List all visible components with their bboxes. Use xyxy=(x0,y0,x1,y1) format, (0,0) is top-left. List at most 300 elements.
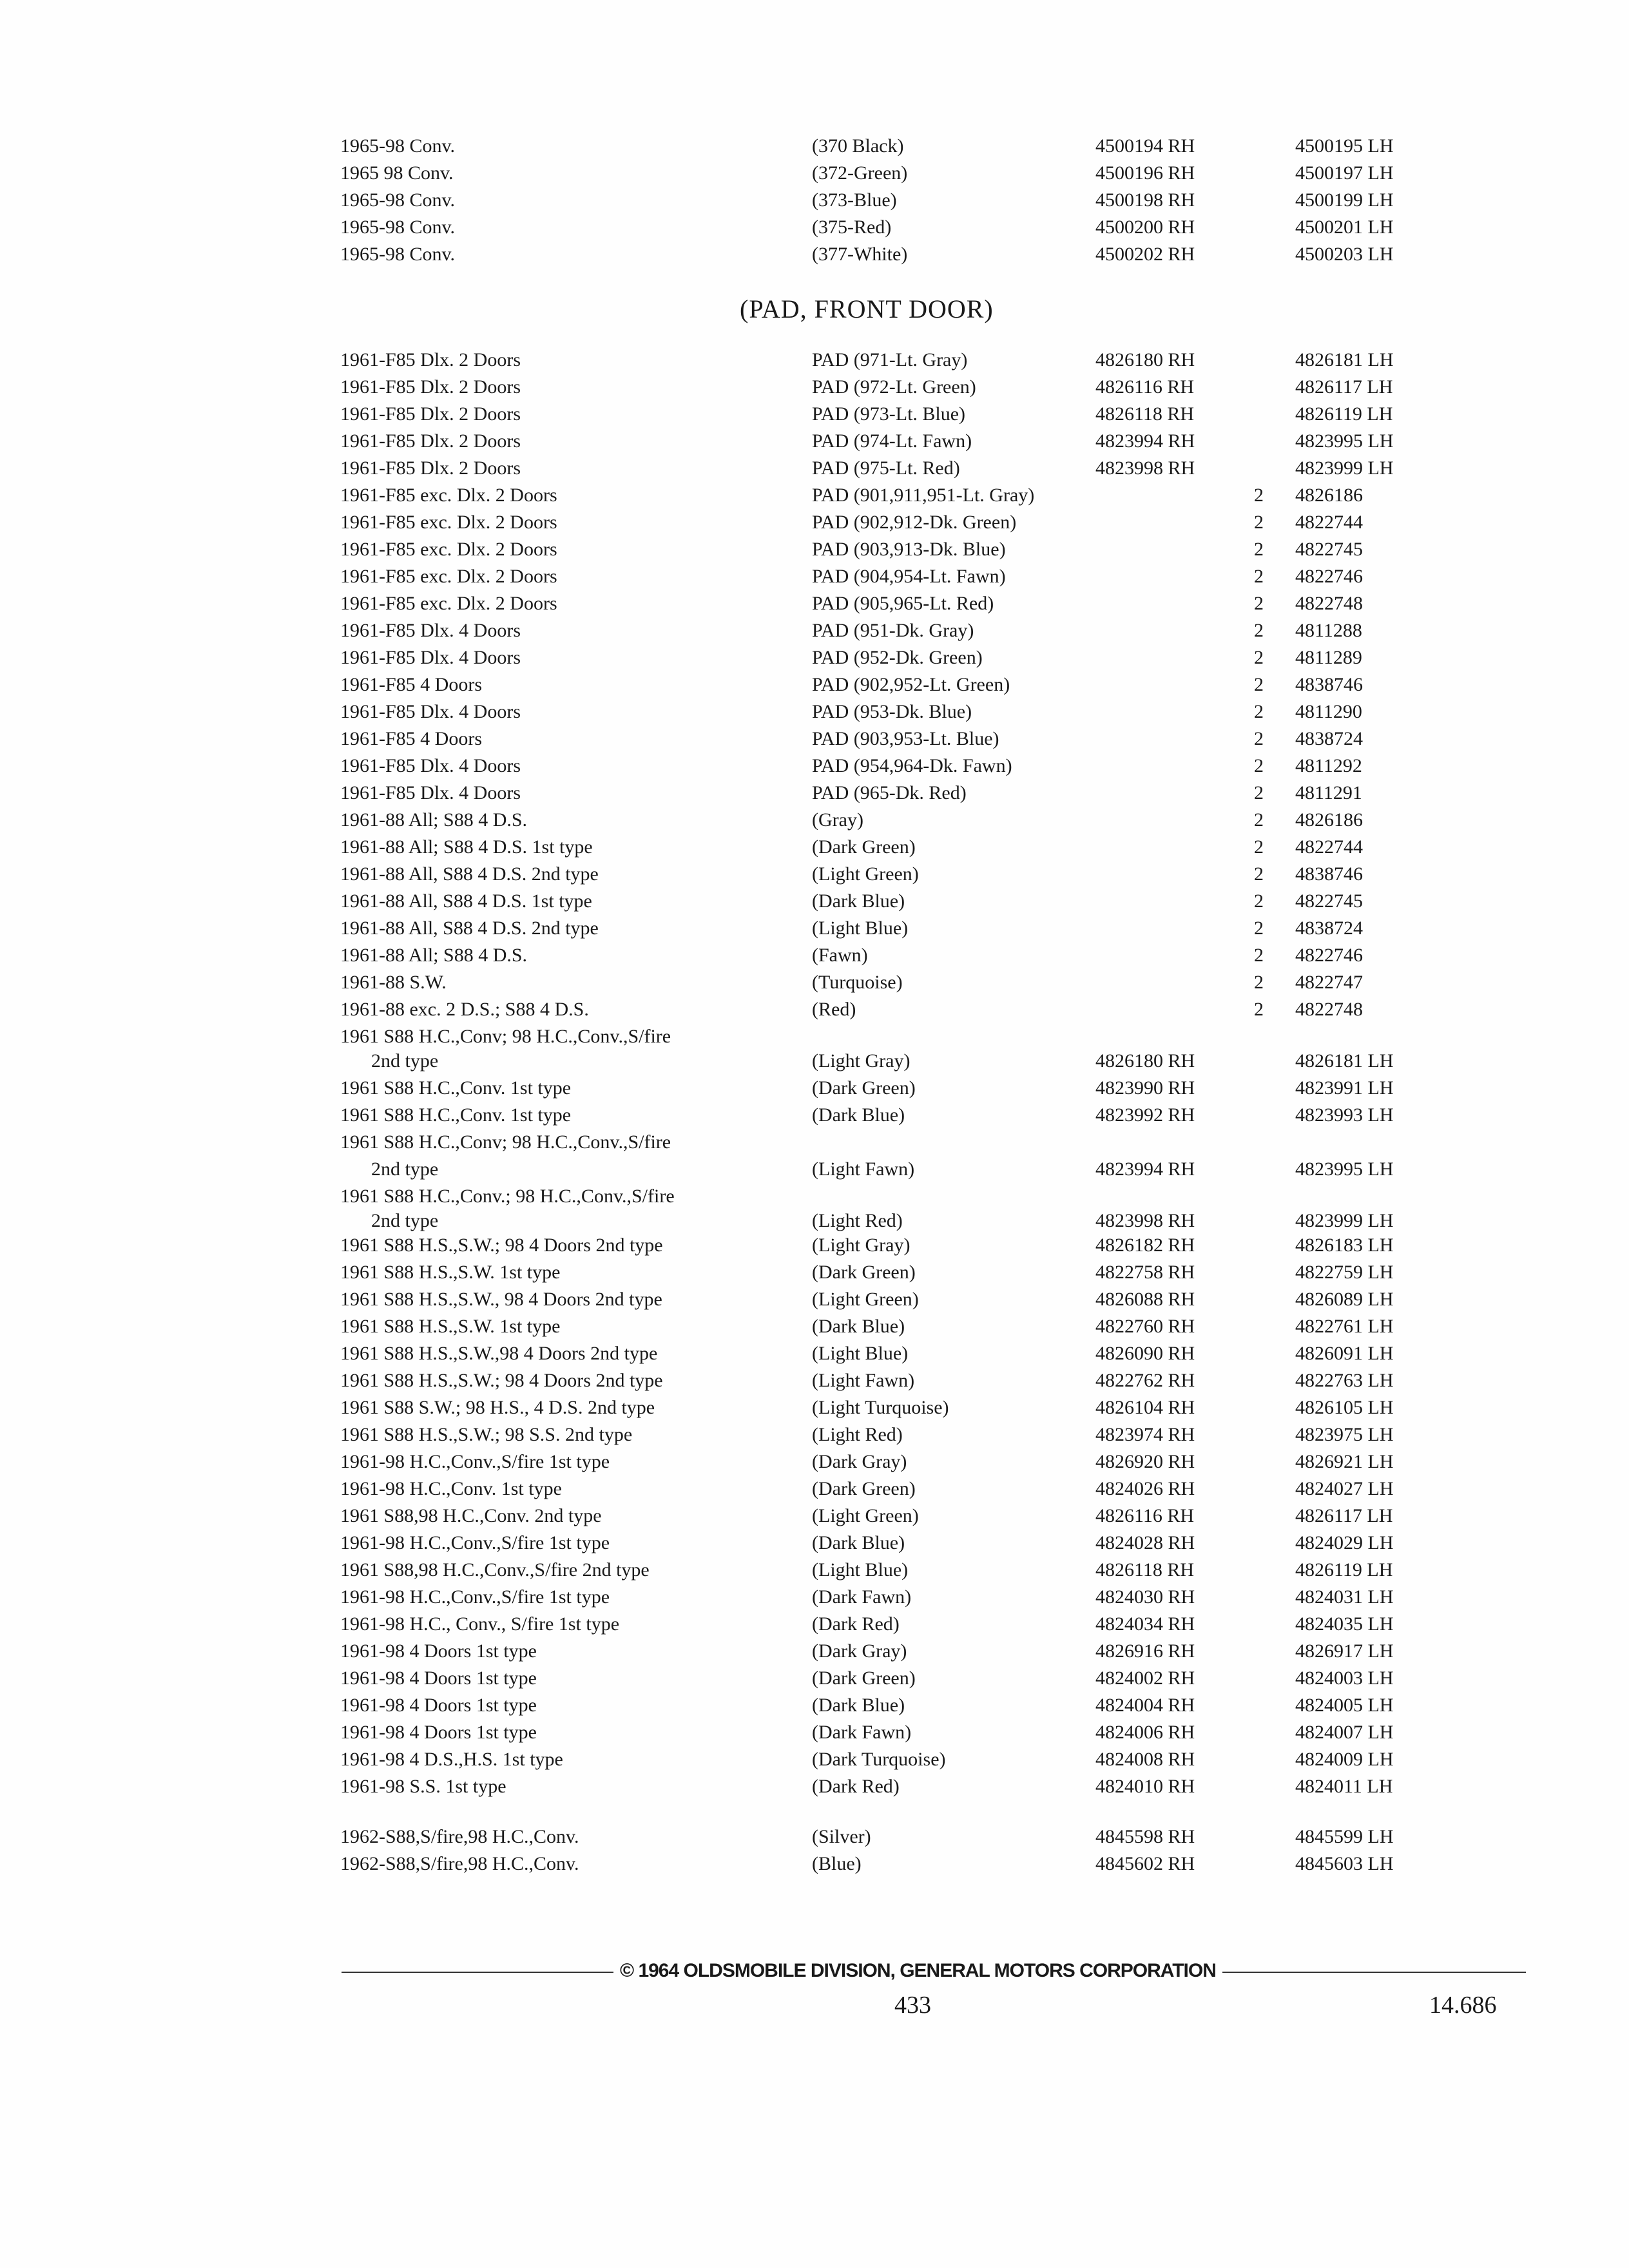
part-number-lh: 4824009 LH xyxy=(1295,1749,1394,1770)
list-item xyxy=(0,1156,1629,1183)
part-number-rh: 4826118 RH xyxy=(1095,1559,1195,1581)
list-item xyxy=(0,1503,1629,1530)
part-number-rh: 4822762 RH xyxy=(1095,1370,1195,1391)
list-item xyxy=(0,1421,1629,1448)
model-text: 1961 S88,98 H.C.,Conv. 2nd type xyxy=(340,1505,602,1526)
part-number-rh: 4824026 RH xyxy=(1095,1478,1195,1499)
part-number-rh: 4826104 RH xyxy=(1095,1397,1195,1418)
part-number-rh: 4500202 RH xyxy=(1095,244,1195,265)
part-number-rh: 4824010 RH xyxy=(1095,1776,1195,1797)
trim-text: (Blue) xyxy=(812,1853,862,1874)
model-text: 1961-98 H.C.,Conv. 1st type xyxy=(340,1478,562,1499)
page-number: 433 xyxy=(894,1992,931,2019)
part-number: 4826186 xyxy=(1295,485,1363,506)
part-number-lh: 4824035 LH xyxy=(1295,1613,1394,1635)
model-text: 1961-F85 exc. Dlx. 2 Doors xyxy=(340,539,557,560)
model-text: 1961-F85 Dlx. 2 Doors xyxy=(340,430,521,452)
model-text: 1961-98 H.C.,Conv.,S/fire 1st type xyxy=(340,1532,610,1553)
part-number-lh: 4826117 LH xyxy=(1295,1505,1393,1526)
model-text: 1965-98 Conv. xyxy=(340,189,456,211)
part-number-lh: 4824005 LH xyxy=(1295,1695,1394,1716)
trim-text: (Dark Gray) xyxy=(812,1640,907,1662)
quantity-text: 2 xyxy=(1254,836,1264,858)
part-number-rh: 4826116 RH xyxy=(1095,376,1195,398)
part-number-lh: 4500203 LH xyxy=(1295,244,1394,265)
model-text: 1961-98 H.C.,Conv.,S/fire 1st type xyxy=(340,1451,610,1472)
quantity-text: 2 xyxy=(1254,701,1264,722)
part-number-rh: 4826118 RH xyxy=(1095,403,1195,425)
trim-text: (Light Blue) xyxy=(812,1559,909,1581)
part-number-rh: 4824006 RH xyxy=(1095,1722,1195,1743)
trim-text: (Dark Green) xyxy=(812,1262,916,1283)
part-number-rh: 4826088 RH xyxy=(1095,1289,1195,1310)
list-item xyxy=(0,1557,1629,1584)
trim-text: (Dark Fawn) xyxy=(812,1586,912,1608)
model-text: 1961 S88 H.S.,S.W.; 98 4 Doors 2nd type xyxy=(340,1235,663,1256)
trim-text: PAD (902,952-Lt. Green) xyxy=(812,674,1010,695)
model-text: 2nd type xyxy=(371,1210,439,1231)
trim-text: (Light Green) xyxy=(812,1289,919,1310)
model-text: 1961-F85 exc. Dlx. 2 Doors xyxy=(340,485,557,506)
part-number: 4822746 xyxy=(1295,945,1363,966)
trim-text: PAD (954,964-Dk. Fawn) xyxy=(812,755,1012,776)
part-number-rh: 4500194 RH xyxy=(1095,135,1195,157)
trim-text: (Light Gray) xyxy=(812,1050,911,1072)
trim-text: (Dark Blue) xyxy=(812,890,905,912)
part-number-lh: 4824007 LH xyxy=(1295,1722,1394,1743)
part-number-rh: 4845602 RH xyxy=(1095,1853,1195,1874)
model-text: 1961 S88,98 H.C.,Conv.,S/fire 2nd type xyxy=(340,1559,650,1581)
part-number-lh: 4845599 LH xyxy=(1295,1826,1394,1847)
part-number-rh: 4500200 RH xyxy=(1095,216,1195,238)
part-number-rh: 4824002 RH xyxy=(1095,1667,1195,1689)
list-item xyxy=(0,1638,1629,1665)
quantity-text: 2 xyxy=(1254,728,1264,749)
part-number-lh: 4826119 LH xyxy=(1295,1559,1393,1581)
list-item xyxy=(0,563,1629,590)
part-number: 4811292 xyxy=(1295,755,1362,776)
part-number: 4811289 xyxy=(1295,647,1362,668)
part-number-lh: 4823991 LH xyxy=(1295,1077,1394,1099)
list-item xyxy=(0,347,1629,374)
part-number-lh: 4822759 LH xyxy=(1295,1262,1394,1283)
quantity-text: 2 xyxy=(1254,566,1264,587)
quantity-text: 2 xyxy=(1254,647,1264,668)
quantity-text: 2 xyxy=(1254,512,1264,533)
trim-text: (Light Red) xyxy=(812,1424,903,1445)
trim-text: PAD (903,913-Dk. Blue) xyxy=(812,539,1006,560)
part-number: 4822744 xyxy=(1295,512,1363,533)
list-item xyxy=(0,1584,1629,1611)
quantity-text: 2 xyxy=(1254,620,1264,641)
trim-text: (Fawn) xyxy=(812,945,868,966)
list-item xyxy=(0,1207,1629,1235)
model-text: 1961-98 H.C., Conv., S/fire 1st type xyxy=(340,1613,620,1635)
part-number: 4822748 xyxy=(1295,593,1363,614)
list-item xyxy=(0,996,1629,1023)
list-item xyxy=(0,160,1629,187)
part-number-rh: 4823974 RH xyxy=(1095,1424,1195,1445)
part-number: 4838746 xyxy=(1295,674,1363,695)
model-text: 1961-88 All, S88 4 D.S. 1st type xyxy=(340,890,592,912)
quantity-text: 2 xyxy=(1254,755,1264,776)
list-item xyxy=(0,1340,1629,1367)
model-text: 1962-S88,S/fire,98 H.C.,Conv. xyxy=(340,1826,579,1847)
model-text: 1961-98 4 D.S.,H.S. 1st type xyxy=(340,1749,563,1770)
trim-text: (Dark Blue) xyxy=(812,1532,905,1553)
trim-text: (Silver) xyxy=(812,1826,871,1847)
model-text: 1965 98 Conv. xyxy=(340,162,454,184)
quantity-text: 2 xyxy=(1254,539,1264,560)
list-item xyxy=(0,1394,1629,1421)
list-item xyxy=(0,617,1629,644)
trim-text: (Light Fawn) xyxy=(812,1158,915,1180)
quantity-text: 2 xyxy=(1254,674,1264,695)
trim-text: (Light Red) xyxy=(812,1210,903,1231)
list-item xyxy=(0,1075,1629,1102)
part-number: 4838724 xyxy=(1295,728,1363,749)
model-text: 1961-F85 Dlx. 2 Doors xyxy=(340,403,521,425)
list-item xyxy=(0,1232,1629,1259)
part-number-lh: 4824027 LH xyxy=(1295,1478,1394,1499)
part-number-lh: 4500197 LH xyxy=(1295,162,1394,184)
part-number: 4822745 xyxy=(1295,539,1363,560)
part-number-lh: 4823995 LH xyxy=(1295,1158,1394,1180)
model-text: 1961-98 4 Doors 1st type xyxy=(340,1695,537,1716)
list-item xyxy=(0,1746,1629,1773)
model-text: 1961-88 All, S88 4 D.S. 2nd type xyxy=(340,863,599,885)
part-number-lh: 4826183 LH xyxy=(1295,1235,1394,1256)
part-number-rh: 4826920 RH xyxy=(1095,1451,1195,1472)
part-number-rh: 4845598 RH xyxy=(1095,1826,1195,1847)
trim-text: PAD (951-Dk. Gray) xyxy=(812,620,974,641)
model-text: 1961 S88 H.C.,Conv. 1st type xyxy=(340,1104,572,1126)
part-number-lh: 4826119 LH xyxy=(1295,403,1393,425)
trim-text: (Light Green) xyxy=(812,863,919,885)
list-item xyxy=(0,509,1629,536)
quantity-text: 2 xyxy=(1254,972,1264,993)
trim-text: (Light Blue) xyxy=(812,1343,909,1364)
model-text: 1962-S88,S/fire,98 H.C.,Conv. xyxy=(340,1853,579,1874)
quantity-text: 2 xyxy=(1254,918,1264,939)
part-number: 4826186 xyxy=(1295,809,1363,831)
part-number-lh: 4826117 LH xyxy=(1295,376,1393,398)
trim-text: (Light Fawn) xyxy=(812,1370,915,1391)
part-number-rh: 4823998 RH xyxy=(1095,1210,1195,1231)
trim-text: (Gray) xyxy=(812,809,863,831)
footer-copyright: © 1964 OLDSMOBILE DIVISION, GENERAL MOTORS CORPORATION xyxy=(613,1960,1222,1982)
model-text: 1961-98 S.S. 1st type xyxy=(340,1776,506,1797)
list-item xyxy=(0,187,1629,214)
trim-text: (377-White) xyxy=(812,244,908,265)
list-item xyxy=(0,1850,1629,1878)
part-number-lh: 4824029 LH xyxy=(1295,1532,1394,1553)
list-item xyxy=(0,644,1629,671)
section-title: (PAD, FRONT DOOR) xyxy=(740,294,994,323)
list-item xyxy=(0,214,1629,241)
trim-text: PAD (903,953-Lt. Blue) xyxy=(812,728,999,749)
part-number-rh: 4826116 RH xyxy=(1095,1505,1195,1526)
list-item xyxy=(0,780,1629,807)
trim-text: PAD (952-Dk. Green) xyxy=(812,647,983,668)
list-item xyxy=(0,482,1629,509)
list-item xyxy=(0,807,1629,834)
model-text: 1961-98 4 Doors 1st type xyxy=(340,1640,537,1662)
part-number-rh: 4824030 RH xyxy=(1095,1586,1195,1608)
list-item xyxy=(0,1313,1629,1340)
model-text: 1961-88 exc. 2 D.S.; S88 4 D.S. xyxy=(340,999,589,1020)
list-item xyxy=(0,915,1629,942)
quantity-text: 2 xyxy=(1254,593,1264,614)
part-number-lh: 4500199 LH xyxy=(1295,189,1394,211)
part-number-lh: 4823975 LH xyxy=(1295,1424,1394,1445)
model-text: 1961 S88 H.S.,S.W., 98 4 Doors 2nd type xyxy=(340,1289,662,1310)
model-text: 1961 S88 H.C.,Conv.; 98 H.C.,Conv.,S/fire xyxy=(340,1186,675,1207)
part-number-rh: 4822760 RH xyxy=(1095,1316,1195,1337)
list-item xyxy=(0,1129,1629,1156)
part-number: 4811291 xyxy=(1295,782,1362,803)
quantity-text: 2 xyxy=(1254,782,1264,803)
trim-text: (Dark Green) xyxy=(812,1478,916,1499)
part-number-lh: 4500195 LH xyxy=(1295,135,1394,157)
part-number-lh: 4826181 LH xyxy=(1295,1050,1394,1072)
part-number-rh: 4824034 RH xyxy=(1095,1613,1195,1635)
trim-text: (Dark Red) xyxy=(812,1776,900,1797)
model-text: 2nd type xyxy=(371,1158,439,1180)
quantity-text: 2 xyxy=(1254,890,1264,912)
list-item xyxy=(0,861,1629,888)
model-text: 1961 S88 H.S.,S.W.,98 4 Doors 2nd type xyxy=(340,1343,658,1364)
trim-text: (Light Turquoise) xyxy=(812,1397,949,1418)
trim-text: PAD (975-Lt. Red) xyxy=(812,457,960,479)
trim-text: (Dark Green) xyxy=(812,1667,916,1689)
model-text: 2nd type xyxy=(371,1050,439,1072)
list-item xyxy=(0,1665,1629,1692)
list-item xyxy=(0,1367,1629,1394)
part-number-rh: 4823990 RH xyxy=(1095,1077,1195,1099)
model-text: 1961 S88 H.C.,Conv; 98 H.C.,Conv.,S/fire xyxy=(340,1026,671,1047)
model-text: 1961-F85 Dlx. 4 Doors xyxy=(340,647,521,668)
model-text: 1965-98 Conv. xyxy=(340,216,456,238)
model-text: 1961 S88 S.W.; 98 H.S., 4 D.S. 2nd type xyxy=(340,1397,655,1418)
trim-text: (Dark Red) xyxy=(812,1613,900,1635)
model-text: 1961-88 All; S88 4 D.S. xyxy=(340,809,528,831)
part-number-lh: 4826181 LH xyxy=(1295,349,1394,370)
list-item xyxy=(0,1183,1629,1210)
list-item xyxy=(0,753,1629,780)
list-item xyxy=(0,1475,1629,1503)
model-text: 1961-F85 4 Doors xyxy=(340,728,483,749)
trim-text: (Light Blue) xyxy=(812,918,909,939)
part-number-lh: 4823999 LH xyxy=(1295,457,1394,479)
list-item xyxy=(0,1448,1629,1475)
list-item xyxy=(0,536,1629,563)
part-number-rh: 4500196 RH xyxy=(1095,162,1195,184)
model-text: 1961-F85 exc. Dlx. 2 Doors xyxy=(340,566,557,587)
part-number-lh: 4822761 LH xyxy=(1295,1316,1394,1337)
trim-text: (Dark Gray) xyxy=(812,1451,907,1472)
list-item xyxy=(0,1023,1629,1050)
model-text: 1961-98 4 Doors 1st type xyxy=(340,1722,537,1743)
part-number: 4838724 xyxy=(1295,918,1363,939)
trim-text: PAD (953-Dk. Blue) xyxy=(812,701,972,722)
trim-text: (Dark Blue) xyxy=(812,1695,905,1716)
list-item xyxy=(0,1530,1629,1557)
list-item xyxy=(0,969,1629,996)
list-item xyxy=(0,1611,1629,1638)
part-number-lh: 4826917 LH xyxy=(1295,1640,1394,1662)
part-number-lh: 4826105 LH xyxy=(1295,1397,1394,1418)
model-text: 1961-98 H.C.,Conv.,S/fire 1st type xyxy=(340,1586,610,1608)
part-number-lh: 4824003 LH xyxy=(1295,1667,1394,1689)
trim-text: (370 Black) xyxy=(812,135,904,157)
part-number-rh: 4826916 RH xyxy=(1095,1640,1195,1662)
model-text: 1961-F85 Dlx. 4 Doors xyxy=(340,755,521,776)
trim-text: (Dark Turquoise) xyxy=(812,1749,946,1770)
model-text: 1961-F85 exc. Dlx. 2 Doors xyxy=(340,512,557,533)
list-item xyxy=(0,671,1629,698)
trim-text: (Dark Green) xyxy=(812,836,916,858)
trim-text: PAD (973-Lt. Blue) xyxy=(812,403,966,425)
part-number-lh: 4823993 LH xyxy=(1295,1104,1394,1126)
trim-text: PAD (971-Lt. Gray) xyxy=(812,349,968,370)
model-text: 1961 S88 H.S.,S.W. 1st type xyxy=(340,1262,561,1283)
part-number-rh: 4823998 RH xyxy=(1095,457,1195,479)
trim-text: (Light Green) xyxy=(812,1505,919,1526)
model-text: 1961-F85 4 Doors xyxy=(340,674,483,695)
part-number-lh: 4824011 LH xyxy=(1295,1776,1393,1797)
part-number-rh: 4826180 RH xyxy=(1095,1050,1195,1072)
list-item xyxy=(0,401,1629,428)
part-number-rh: 4824028 RH xyxy=(1095,1532,1195,1553)
model-text: 1961-98 4 Doors 1st type xyxy=(340,1667,537,1689)
part-number-rh: 4823992 RH xyxy=(1095,1104,1195,1126)
part-number: 4822748 xyxy=(1295,999,1363,1020)
model-text: 1961-F85 Dlx. 4 Doors xyxy=(340,620,521,641)
trim-text: PAD (901,911,951-Lt. Gray) xyxy=(812,485,1035,506)
model-text: 1961 S88 H.C.,Conv; 98 H.C.,Conv.,S/fire xyxy=(340,1131,671,1153)
list-item xyxy=(0,1773,1629,1800)
trim-text: (375-Red) xyxy=(812,216,892,238)
part-number-rh: 4826180 RH xyxy=(1095,349,1195,370)
trim-text: PAD (972-Lt. Green) xyxy=(812,376,976,398)
model-text: 1965-98 Conv. xyxy=(340,244,456,265)
part-number-lh: 4826089 LH xyxy=(1295,1289,1394,1310)
model-text: 1961 S88 H.S.,S.W. 1st type xyxy=(340,1316,561,1337)
list-item xyxy=(0,1048,1629,1075)
part-number: 4822746 xyxy=(1295,566,1363,587)
list-item xyxy=(0,888,1629,915)
model-text: 1961 S88 H.S.,S.W.; 98 4 Doors 2nd type xyxy=(340,1370,663,1391)
trim-text: PAD (904,954-Lt. Fawn) xyxy=(812,566,1006,587)
list-item xyxy=(0,726,1629,753)
model-text: 1961-88 All; S88 4 D.S. 1st type xyxy=(340,836,593,858)
list-item xyxy=(0,942,1629,969)
trim-text: PAD (905,965-Lt. Red) xyxy=(812,593,994,614)
trim-text: (372-Green) xyxy=(812,162,908,184)
list-item xyxy=(0,1259,1629,1286)
trim-text: (Dark Blue) xyxy=(812,1316,905,1337)
model-text: 1961-F85 Dlx. 2 Doors xyxy=(340,376,521,398)
model-text: 1961-88 All; S88 4 D.S. xyxy=(340,945,528,966)
trim-text: (Dark Blue) xyxy=(812,1104,905,1126)
list-item xyxy=(0,1102,1629,1129)
quantity-text: 2 xyxy=(1254,485,1264,506)
list-item xyxy=(0,698,1629,726)
part-number: 4822745 xyxy=(1295,890,1363,912)
model-text: 1961-F85 Dlx. 4 Doors xyxy=(340,701,521,722)
list-item xyxy=(0,428,1629,455)
list-item xyxy=(0,834,1629,861)
list-item xyxy=(0,1823,1629,1850)
model-text: 1961-F85 Dlx. 2 Doors xyxy=(340,457,521,479)
part-number: 4822747 xyxy=(1295,972,1363,993)
list-item xyxy=(0,590,1629,617)
part-number-lh: 4823999 LH xyxy=(1295,1210,1394,1231)
part-number-lh: 4823995 LH xyxy=(1295,430,1394,452)
list-item xyxy=(0,1719,1629,1746)
list-item xyxy=(0,455,1629,482)
part-number: 4811288 xyxy=(1295,620,1362,641)
part-number-lh: 4824031 LH xyxy=(1295,1586,1394,1608)
part-number-rh: 4500198 RH xyxy=(1095,189,1195,211)
trim-text: (373-Blue) xyxy=(812,189,897,211)
quantity-text: 2 xyxy=(1254,809,1264,831)
part-number-rh: 4824004 RH xyxy=(1095,1695,1195,1716)
reference-number: 14.686 xyxy=(1429,1992,1497,2019)
trim-text: (Light Gray) xyxy=(812,1235,911,1256)
part-number: 4811290 xyxy=(1295,701,1362,722)
part-number-rh: 4824008 RH xyxy=(1095,1749,1195,1770)
model-text: 1961-88 S.W. xyxy=(340,972,447,993)
trim-text: (Red) xyxy=(812,999,856,1020)
quantity-text: 2 xyxy=(1254,945,1264,966)
part-number-lh: 4826921 LH xyxy=(1295,1451,1394,1472)
model-text: 1961-F85 Dlx. 4 Doors xyxy=(340,782,521,803)
part-number-lh: 4500201 LH xyxy=(1295,216,1394,238)
quantity-text: 2 xyxy=(1254,863,1264,885)
list-item xyxy=(0,133,1629,160)
model-text: 1961 S88 H.C.,Conv. 1st type xyxy=(340,1077,572,1099)
model-text: 1965-98 Conv. xyxy=(340,135,456,157)
part-number-rh: 4823994 RH xyxy=(1095,430,1195,452)
model-text: 1961-88 All, S88 4 D.S. 2nd type xyxy=(340,918,599,939)
trim-text: PAD (965-Dk. Red) xyxy=(812,782,967,803)
part-number-rh: 4822758 RH xyxy=(1095,1262,1195,1283)
trim-text: PAD (974-Lt. Fawn) xyxy=(812,430,972,452)
part-number: 4822744 xyxy=(1295,836,1363,858)
part-number: 4838746 xyxy=(1295,863,1363,885)
trim-text: (Dark Green) xyxy=(812,1077,916,1099)
model-text: 1961-F85 Dlx. 2 Doors xyxy=(340,349,521,370)
part-number-rh: 4823994 RH xyxy=(1095,1158,1195,1180)
trim-text: PAD (902,912-Dk. Green) xyxy=(812,512,1017,533)
trim-text: (Dark Fawn) xyxy=(812,1722,912,1743)
list-item xyxy=(0,241,1629,268)
part-number-rh: 4826182 RH xyxy=(1095,1235,1195,1256)
quantity-text: 2 xyxy=(1254,999,1264,1020)
part-number-rh: 4826090 RH xyxy=(1095,1343,1195,1364)
model-text: 1961-F85 exc. Dlx. 2 Doors xyxy=(340,593,557,614)
part-number-lh: 4826091 LH xyxy=(1295,1343,1394,1364)
model-text: 1961 S88 H.S.,S.W.; 98 S.S. 2nd type xyxy=(340,1424,633,1445)
part-number-lh: 4845603 LH xyxy=(1295,1853,1394,1874)
list-item xyxy=(0,1286,1629,1313)
trim-text: (Turquoise) xyxy=(812,972,903,993)
list-item xyxy=(0,374,1629,401)
part-number-lh: 4822763 LH xyxy=(1295,1370,1394,1391)
list-item xyxy=(0,1692,1629,1719)
